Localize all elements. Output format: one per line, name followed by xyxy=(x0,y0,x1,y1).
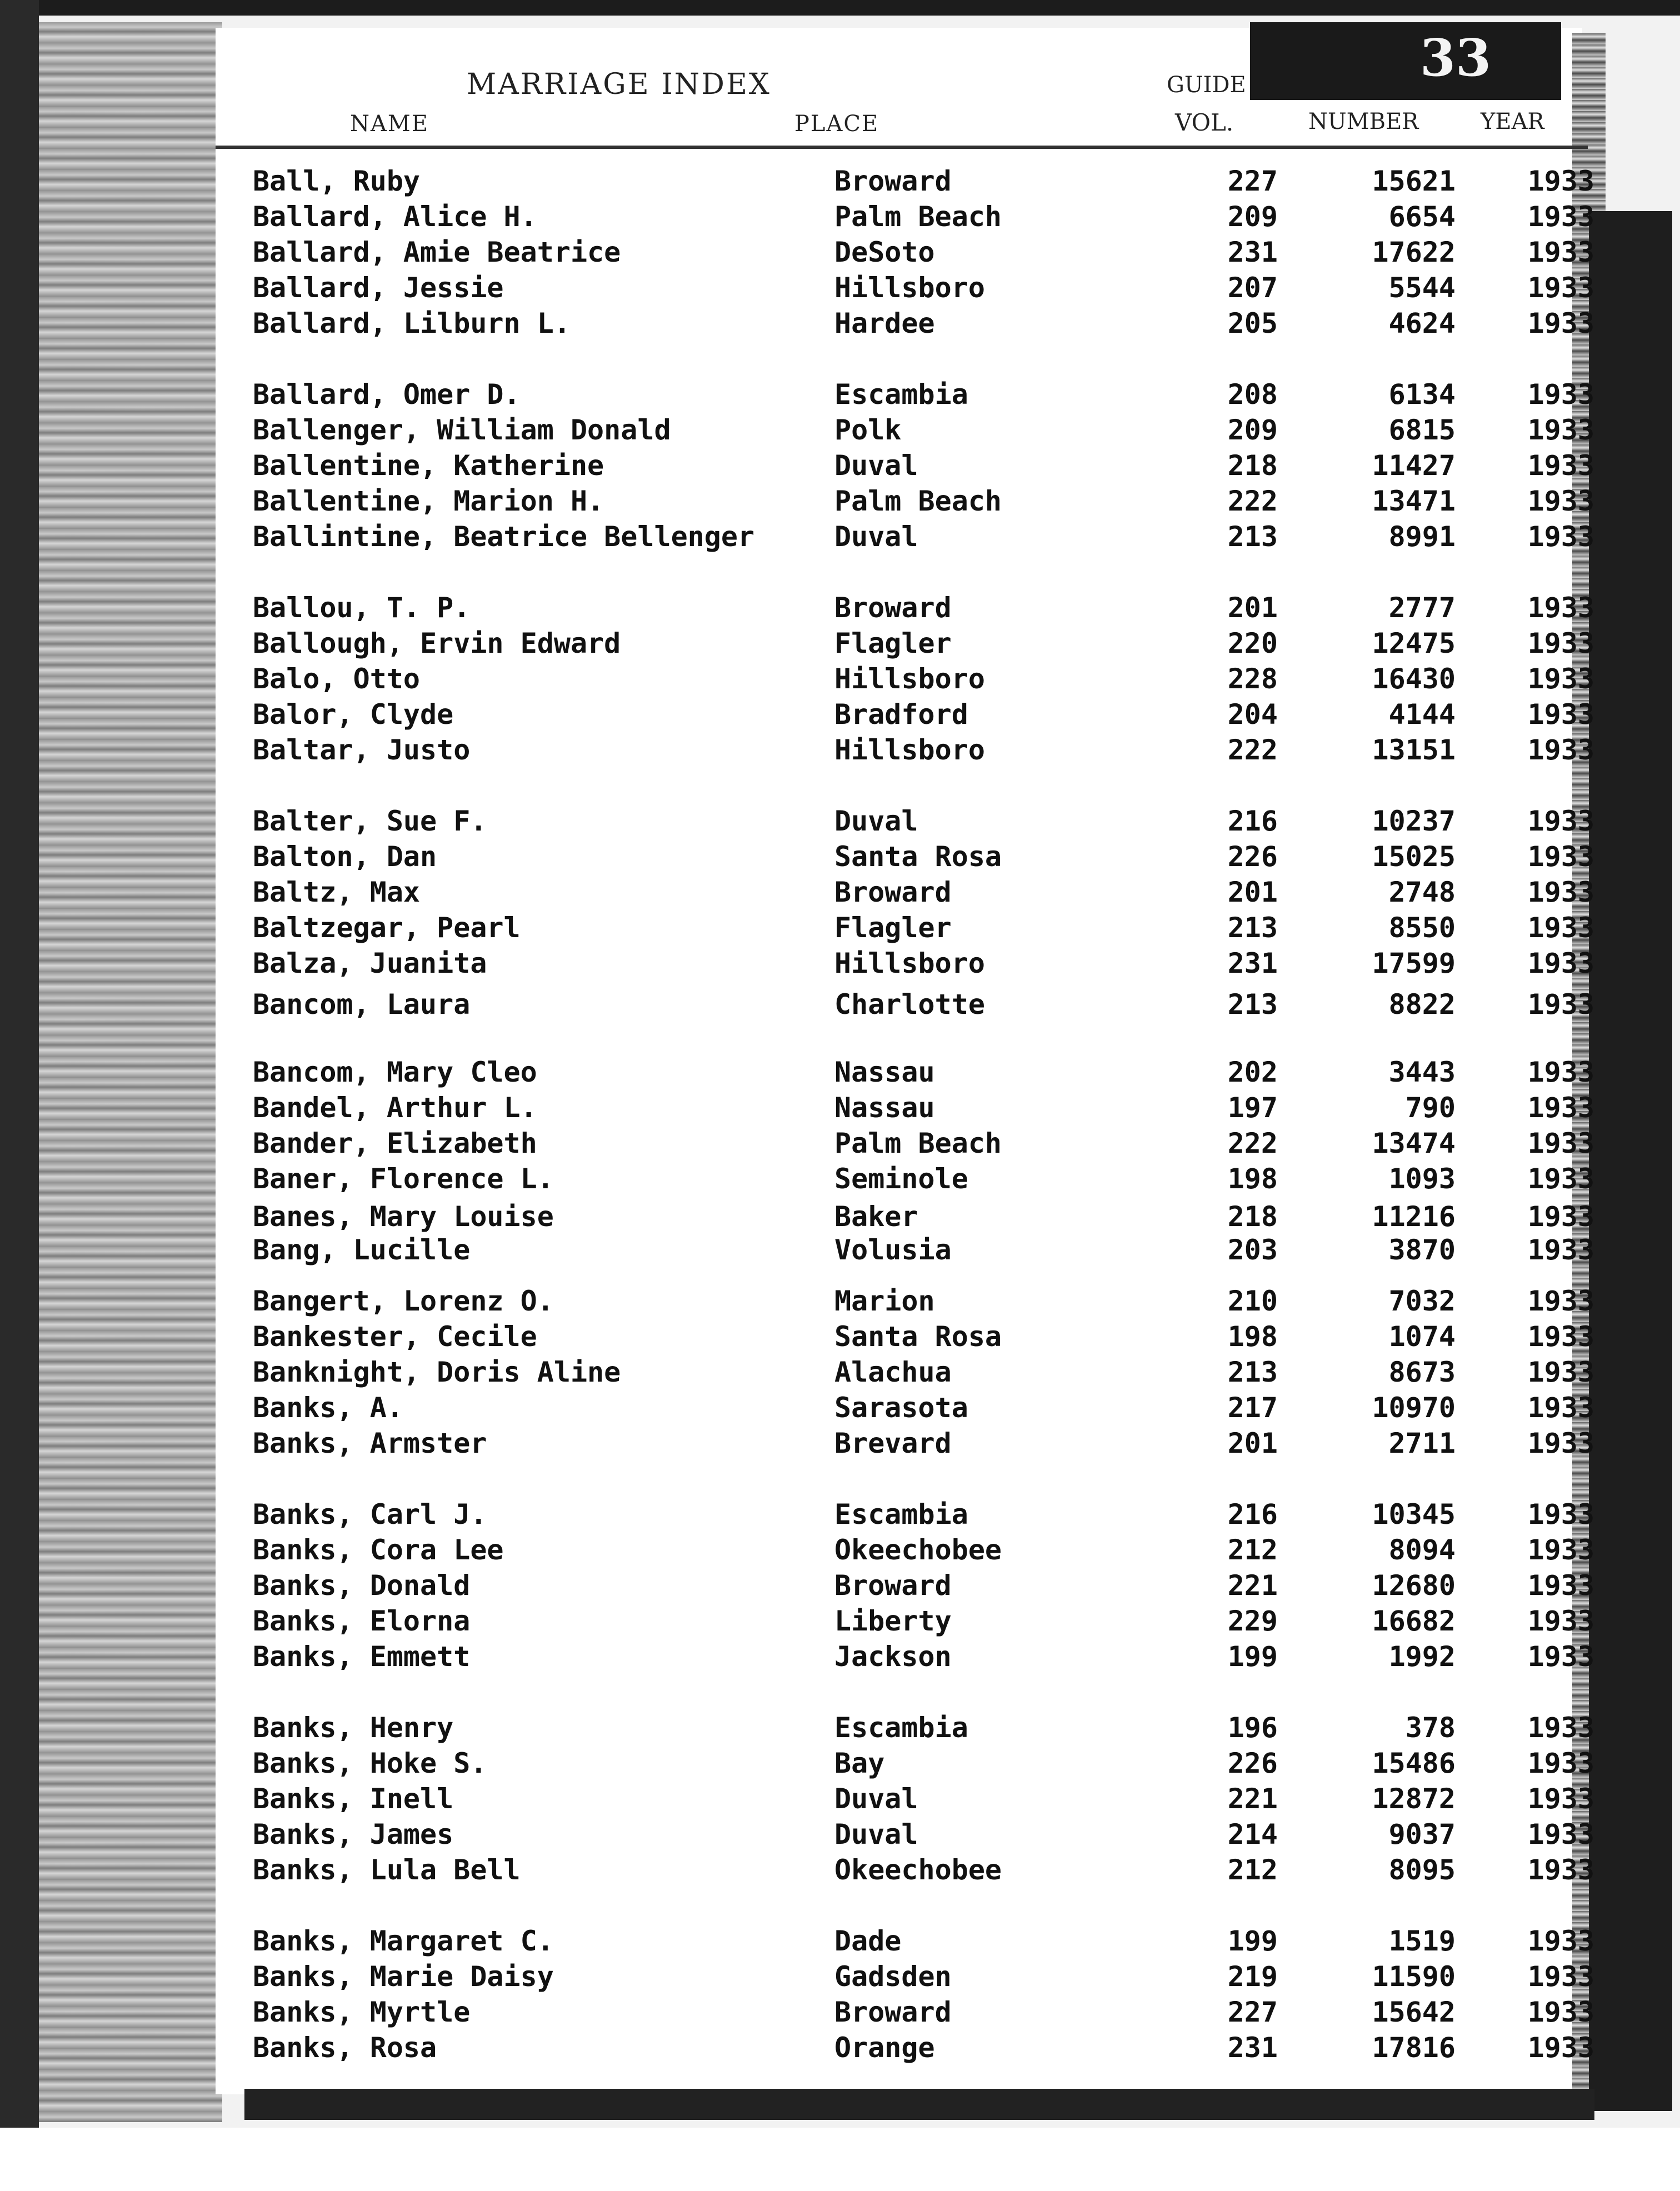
cell-vol: 201 xyxy=(1227,1427,1278,1459)
cell-year: 1933 xyxy=(1527,1092,1594,1124)
cell-vol: 197 xyxy=(1227,1092,1278,1124)
cell-number: 4624 xyxy=(1388,307,1456,339)
cell-place: Bay xyxy=(834,1747,885,1779)
cell-place: Baker xyxy=(834,1200,918,1233)
cell-year: 1933 xyxy=(1527,1925,1594,1957)
cell-year: 1933 xyxy=(1527,1960,1594,1993)
cell-year: 1933 xyxy=(1527,1605,1594,1637)
cell-year: 1933 xyxy=(1527,378,1594,411)
cell-vol: 231 xyxy=(1227,947,1278,979)
cell-number: 15025 xyxy=(1372,841,1456,873)
cell-vol: 202 xyxy=(1227,1056,1278,1088)
cell-name: Ballard, Lilburn L. xyxy=(253,307,571,339)
cell-name: Baner, Florence L. xyxy=(253,1163,554,1195)
cell-place: Duval xyxy=(834,521,918,553)
cell-vol: 207 xyxy=(1227,272,1278,304)
table-row xyxy=(0,1162,1680,1195)
cell-name: Bankester, Cecile xyxy=(253,1320,537,1353)
cell-year: 1933 xyxy=(1527,1056,1594,1088)
cell-place: Broward xyxy=(834,592,952,624)
cell-name: Banks, Rosa xyxy=(253,2032,437,2064)
cell-name: Banks, A. xyxy=(253,1392,403,1424)
table-row xyxy=(0,1427,1680,1460)
cell-year: 1933 xyxy=(1527,734,1594,766)
table-row xyxy=(0,1056,1680,1089)
cell-vol: 220 xyxy=(1227,627,1278,659)
cell-name: Banks, Myrtle xyxy=(253,1996,471,2028)
cell-name: Bander, Elizabeth xyxy=(253,1127,537,1159)
cell-vol: 231 xyxy=(1227,236,1278,268)
column-header-place: PLACE xyxy=(794,111,879,137)
cell-year: 1933 xyxy=(1527,2032,1594,2064)
cell-vol: 213 xyxy=(1227,521,1278,553)
cell-place: Seminole xyxy=(834,1163,968,1195)
cell-vol: 222 xyxy=(1227,485,1278,517)
cell-year: 1933 xyxy=(1527,165,1594,197)
cell-number: 17816 xyxy=(1372,2032,1456,2064)
cell-place: Gadsden xyxy=(834,1960,952,1993)
cell-number: 3870 xyxy=(1388,1234,1456,1266)
cell-name: Baltz, Max xyxy=(253,876,421,908)
cell-vol: 228 xyxy=(1227,663,1278,695)
cell-name: Ballough, Ervin Edward xyxy=(253,627,621,659)
cell-year: 1933 xyxy=(1527,1392,1594,1424)
cell-vol: 201 xyxy=(1227,876,1278,908)
cell-place: Hillsboro xyxy=(834,734,985,766)
cell-place: Palm Beach xyxy=(834,201,1002,233)
cell-name: Ballard, Omer D. xyxy=(253,378,521,411)
cell-place: Broward xyxy=(834,876,952,908)
table-row xyxy=(0,988,1680,1021)
table-row xyxy=(0,1391,1680,1424)
cell-name: Banks, Henry xyxy=(253,1712,454,1744)
cell-year: 1933 xyxy=(1527,1320,1594,1353)
cell-vol: 221 xyxy=(1227,1569,1278,1602)
table-row xyxy=(0,591,1680,624)
cell-place: Palm Beach xyxy=(834,1127,1002,1159)
table-row xyxy=(0,1782,1680,1815)
table-row xyxy=(0,876,1680,909)
cell-name: Ballenger, William Donald xyxy=(253,414,671,446)
cell-name: Banks, Lula Bell xyxy=(253,1854,521,1886)
cell-year: 1933 xyxy=(1527,592,1594,624)
cell-name: Ballard, Alice H. xyxy=(253,201,537,233)
cell-place: Duval xyxy=(834,1818,918,1850)
cell-place: Nassau xyxy=(834,1056,935,1088)
cell-name: Balter, Sue F. xyxy=(253,805,487,837)
cell-year: 1933 xyxy=(1527,805,1594,837)
cell-vol: 212 xyxy=(1227,1854,1278,1886)
table-row xyxy=(0,236,1680,269)
cell-name: Banes, Mary Louise xyxy=(253,1200,554,1233)
cell-number: 11427 xyxy=(1372,449,1456,482)
cell-vol: 217 xyxy=(1227,1392,1278,1424)
table-row xyxy=(0,947,1680,980)
cell-place: Okeechobee xyxy=(834,1534,1002,1566)
cell-year: 1933 xyxy=(1527,841,1594,873)
cell-name: Ballard, Amie Beatrice xyxy=(253,236,621,268)
cell-number: 10237 xyxy=(1372,805,1456,837)
cell-number: 12872 xyxy=(1372,1783,1456,1815)
cell-place: Duval xyxy=(834,805,918,837)
cell-number: 6134 xyxy=(1388,378,1456,411)
cell-place: Hillsboro xyxy=(834,272,985,304)
cell-place: Escambia xyxy=(834,378,968,411)
cell-number: 12680 xyxy=(1372,1569,1456,1602)
cell-name: Banks, Emmett xyxy=(253,1640,471,1673)
column-header-year: YEAR xyxy=(1481,109,1544,134)
table-row xyxy=(0,1995,1680,2029)
cell-vol: 231 xyxy=(1227,2032,1278,2064)
cell-year: 1933 xyxy=(1527,449,1594,482)
cell-vol: 198 xyxy=(1227,1163,1278,1195)
table-row xyxy=(0,484,1680,518)
table-row xyxy=(0,1091,1680,1124)
table-row xyxy=(0,1320,1680,1353)
cell-name: Banks, Marie Daisy xyxy=(253,1960,554,1993)
table-row xyxy=(0,1127,1680,1160)
table-row xyxy=(0,307,1680,340)
cell-number: 13471 xyxy=(1372,485,1456,517)
cell-place: Liberty xyxy=(834,1605,952,1637)
cell-number: 6654 xyxy=(1388,201,1456,233)
cell-name: Banks, Margaret C. xyxy=(253,1925,554,1957)
table-row xyxy=(0,733,1680,767)
cell-place: Duval xyxy=(834,449,918,482)
cell-name: Balo, Otto xyxy=(253,663,421,695)
cell-name: Bangert, Lorenz O. xyxy=(253,1285,554,1317)
cell-name: Bancom, Mary Cleo xyxy=(253,1056,537,1088)
cell-place: Alachua xyxy=(834,1356,952,1388)
cell-vol: 205 xyxy=(1227,307,1278,339)
cell-place: Hillsboro xyxy=(834,947,985,979)
table-row xyxy=(0,1569,1680,1602)
cell-vol: 203 xyxy=(1227,1234,1278,1266)
cell-name: Baltar, Justo xyxy=(253,734,471,766)
cell-place: Broward xyxy=(834,1569,952,1602)
cell-place: Charlotte xyxy=(834,988,985,1021)
table-row xyxy=(0,378,1680,411)
cell-place: Polk xyxy=(834,414,902,446)
cell-name: Bandel, Arthur L. xyxy=(253,1092,537,1124)
cell-vol: 218 xyxy=(1227,1200,1278,1233)
cell-name: Banks, Armster xyxy=(253,1427,487,1459)
table-row xyxy=(0,1200,1680,1233)
cell-name: Bang, Lucille xyxy=(253,1234,471,1266)
cell-place: Dade xyxy=(834,1925,902,1957)
cell-year: 1933 xyxy=(1527,272,1594,304)
cell-place: Jackson xyxy=(834,1640,952,1673)
cell-year: 1933 xyxy=(1527,1498,1594,1530)
cell-vol: 213 xyxy=(1227,988,1278,1021)
cell-number: 2777 xyxy=(1388,592,1456,624)
cell-name: Ballentine, Katherine xyxy=(253,449,604,482)
cell-number: 4144 xyxy=(1388,698,1456,731)
cell-number: 8094 xyxy=(1388,1534,1456,1566)
cell-place: Duval xyxy=(834,1783,918,1815)
cell-number: 11216 xyxy=(1372,1200,1456,1233)
cell-place: Santa Rosa xyxy=(834,841,1002,873)
cell-name: Banks, Donald xyxy=(253,1569,471,1602)
table-row xyxy=(0,627,1680,660)
cell-vol: 198 xyxy=(1227,1320,1278,1353)
cell-year: 1933 xyxy=(1527,1356,1594,1388)
cell-vol: 226 xyxy=(1227,1747,1278,1779)
cell-name: Banks, James xyxy=(253,1818,454,1850)
cell-year: 1933 xyxy=(1527,1640,1594,1673)
cell-number: 1519 xyxy=(1388,1925,1456,1957)
table-row xyxy=(0,1818,1680,1851)
cell-vol: 210 xyxy=(1227,1285,1278,1317)
cell-place: Escambia xyxy=(834,1498,968,1530)
cell-place: Brevard xyxy=(834,1427,952,1459)
cell-name: Ballard, Jessie xyxy=(253,272,504,304)
cell-number: 13151 xyxy=(1372,734,1456,766)
cell-year: 1933 xyxy=(1527,1163,1594,1195)
cell-number: 9037 xyxy=(1388,1818,1456,1850)
cell-place: Broward xyxy=(834,1996,952,2028)
column-header-vol: VOL. xyxy=(1175,109,1234,136)
cell-number: 790 xyxy=(1405,1092,1456,1124)
cell-year: 1933 xyxy=(1527,1200,1594,1233)
table-row xyxy=(0,1498,1680,1531)
table-row xyxy=(0,449,1680,482)
cell-number: 15621 xyxy=(1372,165,1456,197)
cell-year: 1933 xyxy=(1527,912,1594,944)
cell-place: Bradford xyxy=(834,698,968,731)
cell-vol: 216 xyxy=(1227,805,1278,837)
table-row xyxy=(0,1960,1680,1993)
cell-name: Balza, Juanita xyxy=(253,947,487,979)
cell-year: 1933 xyxy=(1527,627,1594,659)
cell-place: Hillsboro xyxy=(834,663,985,695)
cell-vol: 222 xyxy=(1227,734,1278,766)
table-row xyxy=(0,271,1680,304)
table-row xyxy=(0,1924,1680,1958)
cell-place: Marion xyxy=(834,1285,935,1317)
cell-vol: 219 xyxy=(1227,1960,1278,1993)
cell-year: 1933 xyxy=(1527,1747,1594,1779)
cell-vol: 212 xyxy=(1227,1534,1278,1566)
table-row xyxy=(0,2031,1680,2064)
cell-number: 10345 xyxy=(1372,1498,1456,1530)
cell-number: 11590 xyxy=(1372,1960,1456,1993)
cell-number: 12475 xyxy=(1372,627,1456,659)
table-row xyxy=(0,1533,1680,1567)
table-row xyxy=(0,698,1680,731)
table-row xyxy=(0,1355,1680,1389)
table-row xyxy=(0,1284,1680,1318)
cell-place: Flagler xyxy=(834,627,952,659)
cell-vol: 209 xyxy=(1227,414,1278,446)
cell-year: 1933 xyxy=(1527,988,1594,1021)
cell-vol: 227 xyxy=(1227,165,1278,197)
document-title: MARRIAGE INDEX xyxy=(467,68,771,101)
cell-place: Flagler xyxy=(834,912,952,944)
cell-year: 1933 xyxy=(1527,663,1594,695)
cell-name: Banks, Inell xyxy=(253,1783,454,1815)
cell-number: 13474 xyxy=(1372,1127,1456,1159)
page-number: 33 xyxy=(1419,28,1492,88)
cell-vol: 208 xyxy=(1227,378,1278,411)
cell-place: Volusia xyxy=(834,1234,952,1266)
cell-year: 1933 xyxy=(1527,1854,1594,1886)
cell-year: 1933 xyxy=(1527,1569,1594,1602)
cell-number: 17622 xyxy=(1372,236,1456,268)
cell-vol: 199 xyxy=(1227,1925,1278,1957)
cell-name: Ball, Ruby xyxy=(253,165,421,197)
cell-number: 8550 xyxy=(1388,912,1456,944)
cell-name: Banks, Hoke S. xyxy=(253,1747,487,1779)
cell-year: 1933 xyxy=(1527,1427,1594,1459)
table-row xyxy=(0,413,1680,447)
cell-place: Hardee xyxy=(834,307,935,339)
cell-name: Baltzegar, Pearl xyxy=(253,912,521,944)
cell-year: 1933 xyxy=(1527,1818,1594,1850)
cell-number: 1093 xyxy=(1388,1163,1456,1195)
table-row xyxy=(0,520,1680,553)
cell-name: Banks, Elorna xyxy=(253,1605,471,1637)
cell-number: 8673 xyxy=(1388,1356,1456,1388)
cell-number: 15642 xyxy=(1372,1996,1456,2028)
cell-name: Ballou, T. P. xyxy=(253,592,471,624)
cell-place: Orange xyxy=(834,2032,935,2064)
cell-name: Banknight, Doris Aline xyxy=(253,1356,621,1388)
cell-year: 1933 xyxy=(1527,1234,1594,1266)
cell-year: 1933 xyxy=(1527,414,1594,446)
cell-place: Broward xyxy=(834,165,952,197)
cell-vol: 227 xyxy=(1227,1996,1278,2028)
cell-year: 1933 xyxy=(1527,876,1594,908)
table-row xyxy=(0,1711,1680,1744)
cell-number: 15486 xyxy=(1372,1747,1456,1779)
table-row xyxy=(0,1853,1680,1887)
cell-place: Sarasota xyxy=(834,1392,968,1424)
cell-vol: 201 xyxy=(1227,592,1278,624)
cell-number: 2748 xyxy=(1388,876,1456,908)
cell-number: 1992 xyxy=(1388,1640,1456,1673)
cell-number: 6815 xyxy=(1388,414,1456,446)
cell-year: 1933 xyxy=(1527,521,1594,553)
cell-year: 1933 xyxy=(1527,1285,1594,1317)
cell-vol: 213 xyxy=(1227,912,1278,944)
cell-vol: 226 xyxy=(1227,841,1278,873)
cell-name: Ballintine, Beatrice Bellenger xyxy=(253,521,755,553)
table-row xyxy=(0,1604,1680,1638)
cell-number: 8822 xyxy=(1388,988,1456,1021)
cell-name: Ballentine, Marion H. xyxy=(253,485,604,517)
cell-vol: 196 xyxy=(1227,1712,1278,1744)
table-row xyxy=(0,1747,1680,1780)
cell-vol: 222 xyxy=(1227,1127,1278,1159)
cell-vol: 209 xyxy=(1227,201,1278,233)
cell-number: 2711 xyxy=(1388,1427,1456,1459)
table-row xyxy=(0,840,1680,873)
cell-vol: 199 xyxy=(1227,1640,1278,1673)
cell-year: 1933 xyxy=(1527,1534,1594,1566)
cell-number: 3443 xyxy=(1388,1056,1456,1088)
table-row xyxy=(0,164,1680,198)
cell-number: 7032 xyxy=(1388,1285,1456,1317)
cell-number: 8095 xyxy=(1388,1854,1456,1886)
cell-name: Banks, Cora Lee xyxy=(253,1534,504,1566)
cell-vol: 221 xyxy=(1227,1783,1278,1815)
cell-name: Banks, Carl J. xyxy=(253,1498,487,1530)
cell-year: 1933 xyxy=(1527,1996,1594,2028)
cell-vol: 216 xyxy=(1227,1498,1278,1530)
cell-number: 17599 xyxy=(1372,947,1456,979)
cell-number: 5544 xyxy=(1388,272,1456,304)
cell-year: 1933 xyxy=(1527,1712,1594,1744)
cell-vol: 229 xyxy=(1227,1605,1278,1637)
cell-place: Santa Rosa xyxy=(834,1320,1002,1353)
cell-place: Nassau xyxy=(834,1092,935,1124)
cell-vol: 213 xyxy=(1227,1356,1278,1388)
cell-year: 1933 xyxy=(1527,236,1594,268)
cell-number: 378 xyxy=(1405,1712,1456,1744)
header-guide: GUIDE xyxy=(1167,72,1246,98)
cell-year: 1933 xyxy=(1527,307,1594,339)
cell-number: 10970 xyxy=(1372,1392,1456,1424)
cell-place: Escambia xyxy=(834,1712,968,1744)
table-row xyxy=(0,1233,1680,1267)
cell-year: 1933 xyxy=(1527,1127,1594,1159)
cell-year: 1933 xyxy=(1527,485,1594,517)
cell-place: DeSoto xyxy=(834,236,935,268)
table-row xyxy=(0,662,1680,696)
cell-number: 1074 xyxy=(1388,1320,1456,1353)
cell-place: Palm Beach xyxy=(834,485,1002,517)
table-row xyxy=(0,200,1680,233)
cell-place: Okeechobee xyxy=(834,1854,1002,1886)
cell-year: 1933 xyxy=(1527,698,1594,731)
cell-name: Balor, Clyde xyxy=(253,698,454,731)
table-row xyxy=(0,1640,1680,1673)
cell-name: Balton, Dan xyxy=(253,841,437,873)
cell-number: 16430 xyxy=(1372,663,1456,695)
cell-year: 1933 xyxy=(1527,201,1594,233)
column-header-name: NAME xyxy=(350,111,429,137)
cell-vol: 218 xyxy=(1227,449,1278,482)
table-row xyxy=(0,911,1680,944)
cell-vol: 204 xyxy=(1227,698,1278,731)
table-row xyxy=(0,804,1680,838)
cell-year: 1933 xyxy=(1527,947,1594,979)
cell-name: Bancom, Laura xyxy=(253,988,471,1021)
cell-number: 8991 xyxy=(1388,521,1456,553)
cell-number: 16682 xyxy=(1372,1605,1456,1637)
cell-vol: 214 xyxy=(1227,1818,1278,1850)
cell-year: 1933 xyxy=(1527,1783,1594,1815)
column-header-number: NUMBER xyxy=(1308,109,1419,134)
